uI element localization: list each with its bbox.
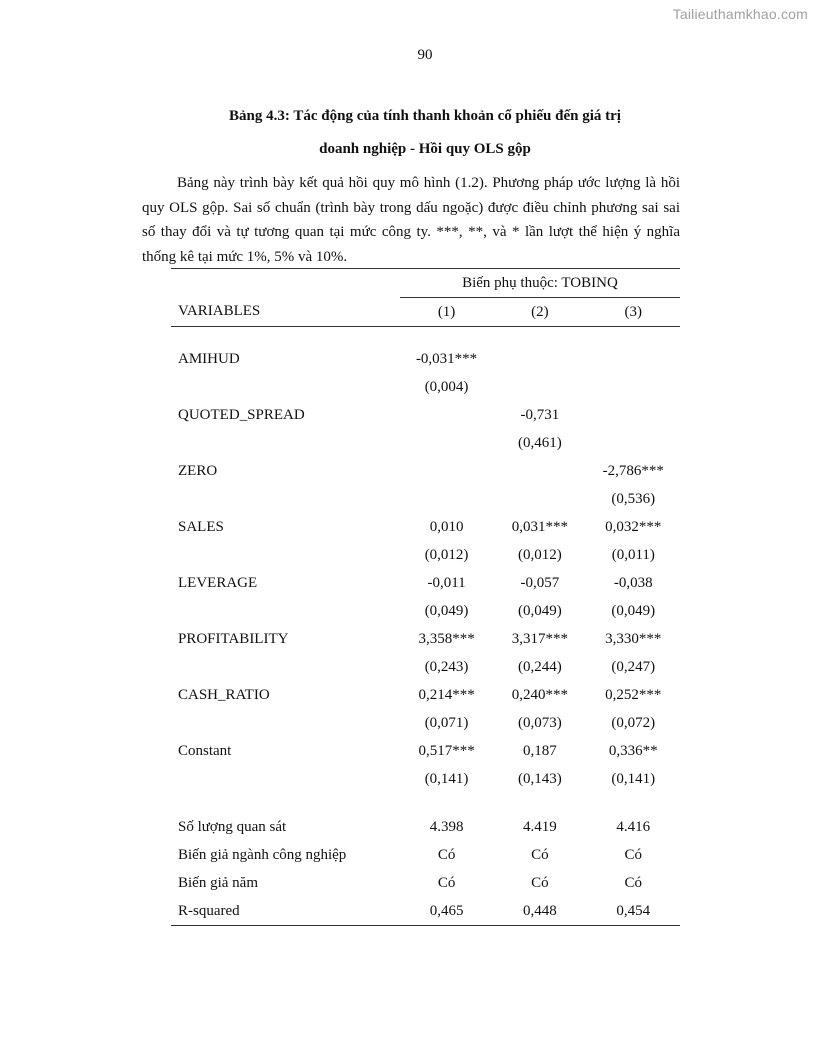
coefficient-row xyxy=(171,737,680,765)
coefficient-cell: 0,187 xyxy=(523,742,557,759)
stat-row xyxy=(171,897,680,926)
stat-value: Có xyxy=(531,846,549,863)
standard-error-cell: (0,141) xyxy=(424,770,469,787)
coefficient-cell xyxy=(493,457,586,485)
standard-error-cell xyxy=(493,373,586,401)
stat-value: 0,454 xyxy=(587,897,680,926)
coefficient-cell: 0,240*** xyxy=(511,686,569,703)
variable-name: ZERO xyxy=(178,462,218,479)
column-header: (2) xyxy=(493,298,586,327)
coefficient-row xyxy=(171,457,680,485)
coefficient-cell: -0,031*** xyxy=(415,350,478,367)
coefficient-row xyxy=(171,681,680,709)
variables-header: VARIABLES xyxy=(171,298,400,327)
column-header: (3) xyxy=(587,298,680,327)
empty-label-cell xyxy=(171,765,400,793)
table-title-line2: doanh nghiệp - Hồi quy OLS gộp xyxy=(319,141,531,157)
coefficient-cell: -0,011 xyxy=(427,574,466,591)
coefficient-cell: -0,057 xyxy=(520,574,560,591)
page-number: 90 xyxy=(417,47,433,63)
stat-row xyxy=(171,841,680,869)
coefficient-cell: -0,038 xyxy=(613,574,653,591)
standard-error-cell: (0,143) xyxy=(518,770,562,787)
coefficient-cell xyxy=(400,401,493,429)
standard-error-cell: (0,244) xyxy=(518,658,562,675)
stat-row xyxy=(171,813,680,841)
standard-error-row xyxy=(171,653,680,681)
empty-label-cell xyxy=(171,485,400,513)
stat-value: Có xyxy=(437,874,456,891)
variable-name: LEVERAGE xyxy=(178,574,258,591)
empty-label-cell xyxy=(171,541,400,569)
column-header: (1) xyxy=(400,298,493,327)
variable-name: CASH_RATIO xyxy=(178,686,270,703)
standard-error-row xyxy=(171,765,680,793)
coefficient-row xyxy=(171,401,680,429)
coefficient-cell xyxy=(493,345,586,373)
standard-error-cell xyxy=(400,429,493,457)
empty-label-cell xyxy=(171,597,400,625)
coefficient-cell: 0,336** xyxy=(608,742,658,759)
empty-label-cell xyxy=(171,709,400,737)
coefficient-row xyxy=(171,569,680,597)
stat-value: Có xyxy=(624,846,643,863)
standard-error-cell: (0,247) xyxy=(611,658,656,675)
stat-value: 0,448 xyxy=(493,897,586,926)
stat-name: R-squared xyxy=(171,897,400,926)
watermark: Tailieuthamkhao.com xyxy=(672,6,808,22)
standard-error-cell xyxy=(493,485,586,513)
standard-error-row xyxy=(171,485,680,513)
standard-error-cell: (0,049) xyxy=(424,602,469,619)
standard-error-row xyxy=(171,709,680,737)
coefficient-row xyxy=(171,625,680,653)
empty-label-cell xyxy=(171,653,400,681)
stat-name: Số lượng quan sát xyxy=(178,818,287,835)
coefficient-cell xyxy=(587,401,680,429)
coefficient-cell: 3,317*** xyxy=(511,630,569,647)
standard-error-cell: (0,049) xyxy=(518,602,562,619)
stat-value: 4.419 xyxy=(523,818,557,835)
variable-name: PROFITABILITY xyxy=(178,630,289,647)
standard-error-cell: (0,461) xyxy=(518,434,562,451)
stat-row xyxy=(171,869,680,897)
standard-error-cell: (0,012) xyxy=(518,546,562,563)
coefficient-cell: -0,731 xyxy=(520,406,560,423)
coefficient-cell: 0,252*** xyxy=(605,686,662,703)
coefficient-cell: 0,010 xyxy=(429,518,464,535)
coefficient-cell: 0,031*** xyxy=(511,518,569,535)
stat-value: Có xyxy=(624,874,643,891)
stat-name: Biến giả năm xyxy=(178,874,258,891)
coefficient-cell xyxy=(400,457,493,485)
coefficient-cell xyxy=(587,345,680,373)
standard-error-cell: (0,071) xyxy=(424,714,469,731)
standard-error-cell: (0,004) xyxy=(424,378,469,395)
spacer-row xyxy=(171,327,680,346)
variable-name: AMIHUD xyxy=(178,350,240,367)
coefficient-cell: 3,358*** xyxy=(418,630,475,647)
stat-value: 4.416 xyxy=(616,818,651,835)
variable-name: QUOTED_SPREAD xyxy=(178,406,305,423)
coefficient-row xyxy=(171,513,680,541)
standard-error-cell xyxy=(587,429,680,457)
coefficient-cell: 0,517*** xyxy=(418,742,475,759)
variable-name: Constant xyxy=(178,742,232,759)
stat-value: 0,465 xyxy=(400,897,493,926)
empty-label-cell xyxy=(171,429,400,457)
coefficient-cell: 0,214*** xyxy=(418,686,475,703)
standard-error-cell xyxy=(400,485,493,513)
standard-error-cell: (0,243) xyxy=(424,658,469,675)
coefficient-cell: 0,032*** xyxy=(605,518,662,535)
stat-value: Có xyxy=(531,874,549,891)
standard-error-cell xyxy=(587,373,680,401)
standard-error-cell: (0,049) xyxy=(611,602,656,619)
stat-value: 4.398 xyxy=(429,818,464,835)
variable-name: SALES xyxy=(178,518,224,535)
standard-error-cell: (0,011) xyxy=(611,546,655,563)
standard-error-row xyxy=(171,541,680,569)
table-title-line1: Bảng 4.3: Tác động của tính thanh khoản cổ phiếu đến giá trị xyxy=(229,108,621,124)
standard-error-row xyxy=(171,597,680,625)
standard-error-cell: (0,073) xyxy=(518,714,562,731)
coefficient-cell: -2,786*** xyxy=(602,462,664,479)
regression-table xyxy=(171,268,680,926)
table-description: Bảng này trình bày kết quả hồi quy mô hình (1.2). Phương pháp ước lượng là hồi quy OLS gộp. Sai số chuẩn (trình bày trong dấu ngoặc) được điều chỉnh phương sai sai số thay đổi và tự tương quan tại mức công ty. ***, **, và * lần lượt thể hiện ý nghĩa thống kê tại mức 1%, 5% và 10%. xyxy=(142,175,680,265)
coefficient-row xyxy=(171,345,680,373)
standard-error-row xyxy=(171,373,680,401)
standard-error-cell: (0,141) xyxy=(611,770,656,787)
coefficient-cell: 3,330*** xyxy=(605,630,662,647)
standard-error-cell: (0,536) xyxy=(611,490,656,507)
standard-error-row xyxy=(171,429,680,457)
dependent-variable-row xyxy=(171,269,680,298)
header-row xyxy=(171,298,680,327)
standard-error-cell: (0,072) xyxy=(611,714,656,731)
stat-value: Có xyxy=(437,846,456,863)
stat-name: Biến giả ngành công nghiệp xyxy=(178,846,347,863)
spacer-row xyxy=(171,793,680,813)
dependent-variable-label: Biến phụ thuộc: TOBINQ xyxy=(400,269,680,298)
empty-label-cell xyxy=(171,373,400,401)
standard-error-cell: (0,012) xyxy=(424,546,469,563)
